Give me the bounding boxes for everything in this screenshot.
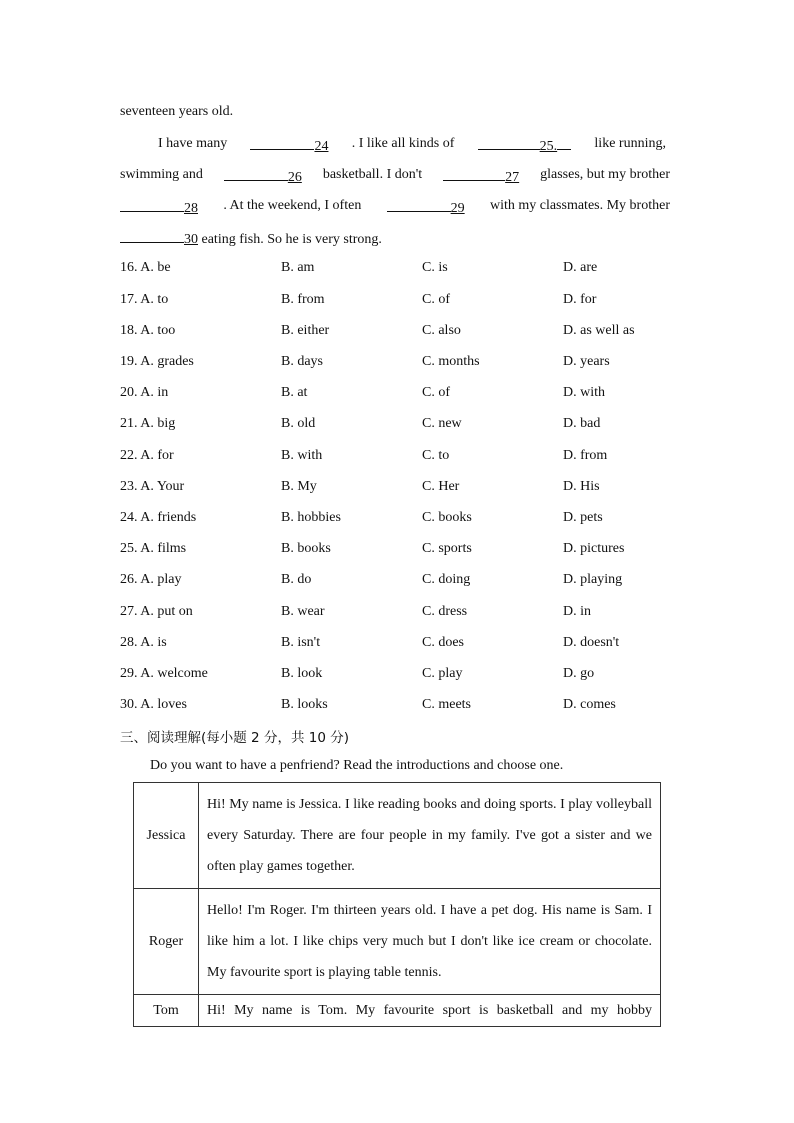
option-b: B. days xyxy=(281,354,323,369)
option-c: C. meets xyxy=(422,697,471,712)
option-d: D. playing xyxy=(563,572,623,587)
option-b: B. am xyxy=(281,260,315,275)
option-c: C. of xyxy=(422,292,450,307)
option-b: B. at xyxy=(281,385,308,400)
passage-text: I have many xyxy=(158,136,228,151)
option-d: D. comes xyxy=(563,697,616,712)
passage-text: glasses, but my brother xyxy=(540,167,670,182)
option-c: C. is xyxy=(422,260,448,275)
option-c: C. Her xyxy=(422,479,460,494)
option-b: B. look xyxy=(281,666,323,681)
option-d: D. years xyxy=(563,354,610,369)
option-b: B. isn't xyxy=(281,635,321,650)
option-d: D. bad xyxy=(563,416,601,431)
option-c: C. months xyxy=(422,354,480,369)
table-row xyxy=(134,783,661,889)
option-b: B. with xyxy=(281,448,323,463)
option-d: D. go xyxy=(563,666,595,681)
option-c: C. dress xyxy=(422,604,468,619)
option-c: C. new xyxy=(422,416,462,431)
option-d: D. pictures xyxy=(563,541,625,556)
passage-text: swimming and xyxy=(120,167,203,182)
option-c: C. also xyxy=(422,323,461,338)
option-b: B. hobbies xyxy=(281,510,341,525)
option-a: 19. A. grades xyxy=(120,354,194,369)
blank-29: 29 xyxy=(387,196,465,219)
option-a: 27. A. put on xyxy=(120,604,193,619)
person-name: Roger xyxy=(134,889,199,995)
option-b: B. wear xyxy=(281,604,325,619)
passage-line-3 xyxy=(120,196,670,219)
option-b: B. looks xyxy=(281,697,328,712)
person-introduction: Hello! I'm Roger. I'm thirteen years old. I have a pet dog. His name is Sam. I like him a lot. I like chips very much but I don't like ice cream or chocolate. My favourite sport is playing table tennis. xyxy=(199,889,661,995)
person-name: Jessica xyxy=(134,783,199,889)
option-c: C. of xyxy=(422,385,450,400)
blank-30: 30 xyxy=(120,232,198,247)
option-a: 28. A. is xyxy=(120,635,167,650)
option-a: 16. A. be xyxy=(120,260,171,275)
passage-text: seventeen years old. xyxy=(120,104,234,119)
blank-27: 27 xyxy=(443,165,519,188)
option-a: 23. A. Your xyxy=(120,479,185,494)
option-a: 20. A. in xyxy=(120,385,169,400)
option-a: 21. A. big xyxy=(120,416,176,431)
option-a: 22. A. for xyxy=(120,448,174,463)
option-b: B. do xyxy=(281,572,312,587)
option-d: D. from xyxy=(563,448,608,463)
option-a: 25. A. films xyxy=(120,541,187,556)
option-a: 18. A. too xyxy=(120,323,176,338)
option-d: D. with xyxy=(563,385,605,400)
option-c: C. books xyxy=(422,510,472,525)
section-title: 三、阅读理解(每小题 2 分，共 10 分) xyxy=(120,730,349,746)
table-row xyxy=(134,995,661,1027)
passage-line-4 xyxy=(120,227,670,250)
person-name: Tom xyxy=(134,995,199,1027)
passage-text: like running, xyxy=(594,136,666,151)
passage-line-1 xyxy=(158,134,666,157)
option-b: B. My xyxy=(281,479,317,494)
section-instruction: Do you want to have a penfriend? Read the introductions and choose one. xyxy=(150,758,564,773)
option-a: 30. A. loves xyxy=(120,697,187,712)
passage-text: basketball. I don't xyxy=(322,167,423,182)
passage-text: . At the weekend, I often xyxy=(223,198,362,213)
passage-line-0 xyxy=(120,102,670,122)
option-b: B. from xyxy=(281,292,325,307)
option-b: B. old xyxy=(281,416,316,431)
blank-24: 24 xyxy=(250,134,328,157)
option-d: D. pets xyxy=(563,510,603,525)
option-a: 29. A. welcome xyxy=(120,666,208,681)
passage-text: . I like all kinds of xyxy=(351,136,455,151)
option-b: B. books xyxy=(281,541,331,556)
option-a: 26. A. play xyxy=(120,572,182,587)
option-c: C. sports xyxy=(422,541,472,556)
person-introduction: Hi! My name is Jessica. I like reading books and doing sports. I play volleyball every Saturday. There are four people in my family. I've got a sister and we often play games together. xyxy=(199,783,661,889)
option-b: B. either xyxy=(281,323,330,338)
blank-26: 26 xyxy=(224,165,302,188)
option-d: D. are xyxy=(563,260,598,275)
option-d: D. for xyxy=(563,292,597,307)
option-d: D. His xyxy=(563,479,600,494)
passage-text: eating fish. So he is very strong. xyxy=(201,232,382,247)
passage-line-2 xyxy=(120,165,670,188)
option-c: C. play xyxy=(422,666,463,681)
introductions-table xyxy=(133,782,661,1027)
option-c: C. does xyxy=(422,635,464,650)
option-c: C. to xyxy=(422,448,450,463)
person-introduction: Hi! My name is Tom. My favourite sport is basketball and my hobby xyxy=(199,995,661,1027)
option-c: C. doing xyxy=(422,572,471,587)
table-row xyxy=(134,889,661,995)
option-d: D. doesn't xyxy=(563,635,620,650)
passage-text: with my classmates. My brother xyxy=(489,198,670,213)
option-a: 17. A. to xyxy=(120,292,169,307)
option-a: 24. A. friends xyxy=(120,510,197,525)
blank-28: 28 xyxy=(120,196,198,219)
option-d: D. as well as xyxy=(563,323,635,338)
option-d: D. in xyxy=(563,604,591,619)
blank-25: 25. xyxy=(478,134,572,157)
